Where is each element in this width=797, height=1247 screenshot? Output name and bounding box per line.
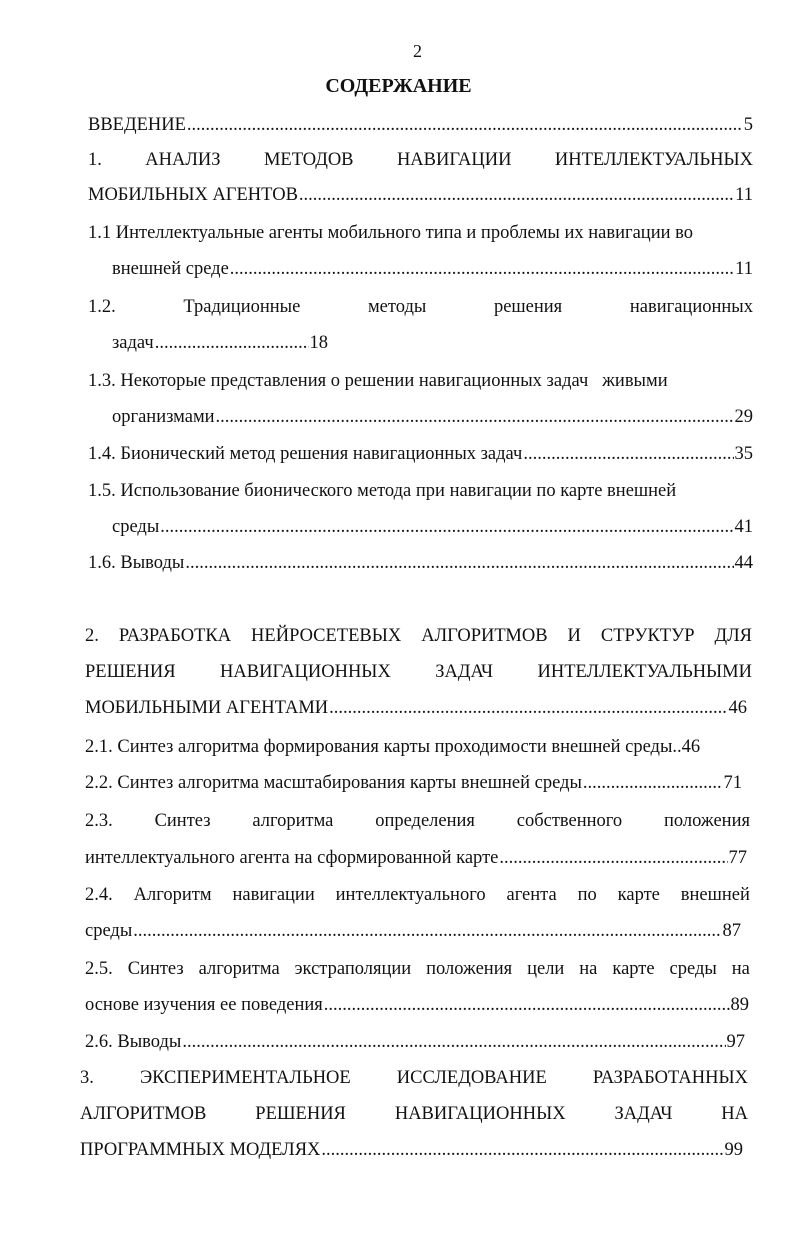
toc-entry-1-2-line-2 [112,331,328,355]
dot-leader [583,771,723,795]
toc-page-number: 41 [734,517,753,537]
toc-word: положения [664,811,750,831]
toc-entry-text: 2.6. Выводы [85,1032,182,1052]
toc-entry-1-6 [88,551,753,575]
toc-page-number: 11 [735,259,753,279]
toc-word: Алгоритм [133,885,212,905]
toc-word: РЕШЕНИЯ [255,1104,346,1124]
toc-entry-1-5-line-2 [112,515,753,539]
toc-word: ЗАДАЧ [614,1104,673,1124]
toc-entry-2-3-line-2 [85,846,747,870]
toc-entry-2-5-line-1 [85,957,750,981]
dot-leader [321,1138,723,1162]
page-title: СОДЕРЖАНИЕ [325,75,472,97]
toc-entry-text: 1.5. Использование бионического метода при навигации по карте внешней [88,481,677,501]
toc-page-number: 29 [734,407,753,427]
toc-entry-text: внешней среде [112,259,229,279]
toc-word: 2.3. [85,811,113,831]
toc-entry-intro [88,113,753,137]
toc-word: положения [426,959,513,979]
dot-leader [329,696,727,720]
dot-leader [185,551,733,575]
toc-word: НАВИГАЦИОННЫХ [220,662,391,682]
toc-entry-text: организмами [112,407,215,427]
toc-word: СТРУКТУР [600,626,695,646]
toc-entry-chapter-2-line-3 [85,696,747,720]
toc-entry-chapter-3-line-3 [80,1138,743,1162]
toc-word: алгоритма [198,959,280,979]
toc-entry-chapter-1-line-2 [88,183,753,207]
toc-page-number: 97 [726,1032,745,1052]
toc-word: НАВИГАЦИОННЫХ [394,1104,566,1124]
toc-entry-text: ПРОГРАММНЫХ МОДЕЛЯХ [80,1140,321,1160]
toc-entry-1-5-line-1 [88,479,753,503]
toc-entry-1-3-line-2 [112,405,753,429]
toc-entry-1-1-line-1 [88,221,753,245]
toc-word: РЕШЕНИЯ [85,662,176,682]
toc-word: навигационных [629,297,753,317]
toc-word: АЛГОРИТМОВ [80,1104,207,1124]
toc-word: цели [527,959,565,979]
toc-page-number: 46 [728,698,747,718]
toc-word: внешней [680,885,750,905]
toc-word: на [731,959,750,979]
dot-leader [324,993,730,1017]
toc-page-number: 99 [724,1140,743,1160]
toc-entry-text: 1.3. Некоторые представления о решении навигационных задач живыми [88,371,668,391]
toc-word: среды [669,959,717,979]
toc-page-number: 87 [722,921,741,941]
toc-page-number: 46 [681,737,701,757]
toc-word: МЕТОДОВ [263,150,354,170]
toc-word: алгоритма [252,811,334,831]
toc-entry-text: 2.2. Синтез алгоритма масштабирования карты внешней среды [85,773,582,793]
toc-entry-1-1-line-2 [112,257,753,281]
toc-page-number: 44 [734,553,753,573]
dot-leader [155,331,309,355]
toc-page-number: 71 [723,773,742,793]
toc-word: ДЛЯ [714,626,752,646]
toc-entry-text: МОБИЛЬНЫМИ АГЕНТАМИ [85,698,329,718]
toc-entry-text: 1.1 Интеллектуальные агенты мобильного типа и проблемы их навигации во [88,223,693,243]
toc-word: агента [506,885,557,905]
toc-entry-2-6 [85,1030,745,1054]
toc-word: навигации [232,885,315,905]
toc-word: 2. [85,626,99,646]
toc-word: ЭКСПЕРИМЕНТАЛЬНОЕ [139,1068,351,1088]
toc-word: 3. [80,1068,94,1088]
toc-entry-text: 1.6. Выводы [88,553,185,573]
toc-word: 2.4. [85,885,113,905]
dot-leader [523,442,733,466]
toc-entry-text: МОБИЛЬНЫХ АГЕНТОВ [88,185,298,205]
toc-word: по [577,885,597,905]
toc-entry-1-2-line-1 [88,295,753,319]
dot-leader [499,846,727,870]
dot-leader [160,515,733,539]
toc-word: РАЗРАБОТКА [118,626,232,646]
toc-word: интеллектуального [335,885,486,905]
toc-entry-chapter-3-line-1 [80,1066,748,1090]
dot-leader [187,113,743,137]
toc-entry-2-3-line-1 [85,809,750,833]
toc-entry-text: интеллектуального агента на сформированной карте [85,848,499,868]
toc-word: Традиционные [183,297,301,317]
toc-word: АНАЛИЗ [145,150,221,170]
toc-word: ИССЛЕДОВАНИЕ [396,1068,547,1088]
toc-word: НАВИГАЦИИ [396,150,512,170]
toc-word: 1.2. [88,297,116,317]
toc-word: экстраполяции [294,959,412,979]
toc-word: карте [617,885,660,905]
toc-word: 2.5. [85,959,113,979]
toc-entry-2-5-line-2 [85,993,749,1017]
toc-entry-text: среды [85,921,133,941]
dot-leader [299,183,734,207]
toc-word: решения [493,297,563,317]
toc-entry-chapter-2-line-1 [85,624,752,648]
dot-leader [230,257,734,281]
toc-entry-chapter-3-line-2 [80,1102,748,1126]
toc-word: ЗАДАЧ [435,662,494,682]
toc-entry-1-3-line-1 [88,369,753,393]
toc-word: 1. [88,150,102,170]
toc-word: И [567,626,581,646]
toc-page-number: 11 [735,185,753,205]
toc-entry-2-1 [85,735,752,759]
toc-word: собственного [516,811,623,831]
toc-entry-text: 1.4. Бионический метод решения навигационных задач [88,444,523,464]
toc-entry-2-4-line-2 [85,919,741,943]
toc-entry-text: основе изучения ее поведения [85,995,323,1015]
toc-word: НЕЙРОСЕТЕВЫХ [251,626,402,646]
toc-entry-text: среды [112,517,160,537]
toc-word: на [579,959,598,979]
dot-leader [216,405,734,429]
toc-entry-text: 2.1. Синтез алгоритма формирования карты проходимости внешней среды.. [85,737,682,757]
toc-word: определения [375,811,475,831]
toc-entry-text: задач [112,333,154,353]
toc-page-number: 89 [730,995,749,1015]
dot-leader [133,919,721,943]
toc-entry-chapter-1-line-1 [88,148,753,172]
toc-word: Синтез [154,811,211,831]
toc-word: методы [367,297,427,317]
toc-entry-2-4-line-1 [85,883,750,907]
toc-word: карте [612,959,655,979]
toc-page-number: 77 [728,848,747,868]
dot-leader [182,1030,725,1054]
toc-entry-2-2 [85,771,742,795]
toc-word: ИНТЕЛЛЕКТУАЛЬНЫХ [554,150,753,170]
toc-page-number: 18 [309,333,328,353]
toc-word: РАЗРАБОТАННЫХ [592,1068,748,1088]
toc-entry-text: ВВЕДЕНИЕ [88,115,186,135]
toc-word: ИНТЕЛЛЕКТУАЛЬНЫМИ [537,662,752,682]
toc-entry-1-4 [88,442,753,466]
toc-word: НА [721,1104,748,1124]
toc-word: АЛГОРИТМОВ [421,626,548,646]
toc-word: Синтез [127,959,184,979]
toc-page-number: 5 [743,115,753,135]
toc-page-number: 35 [734,444,753,464]
page-number: 2 [413,41,422,61]
toc-entry-chapter-2-line-2 [85,660,752,684]
